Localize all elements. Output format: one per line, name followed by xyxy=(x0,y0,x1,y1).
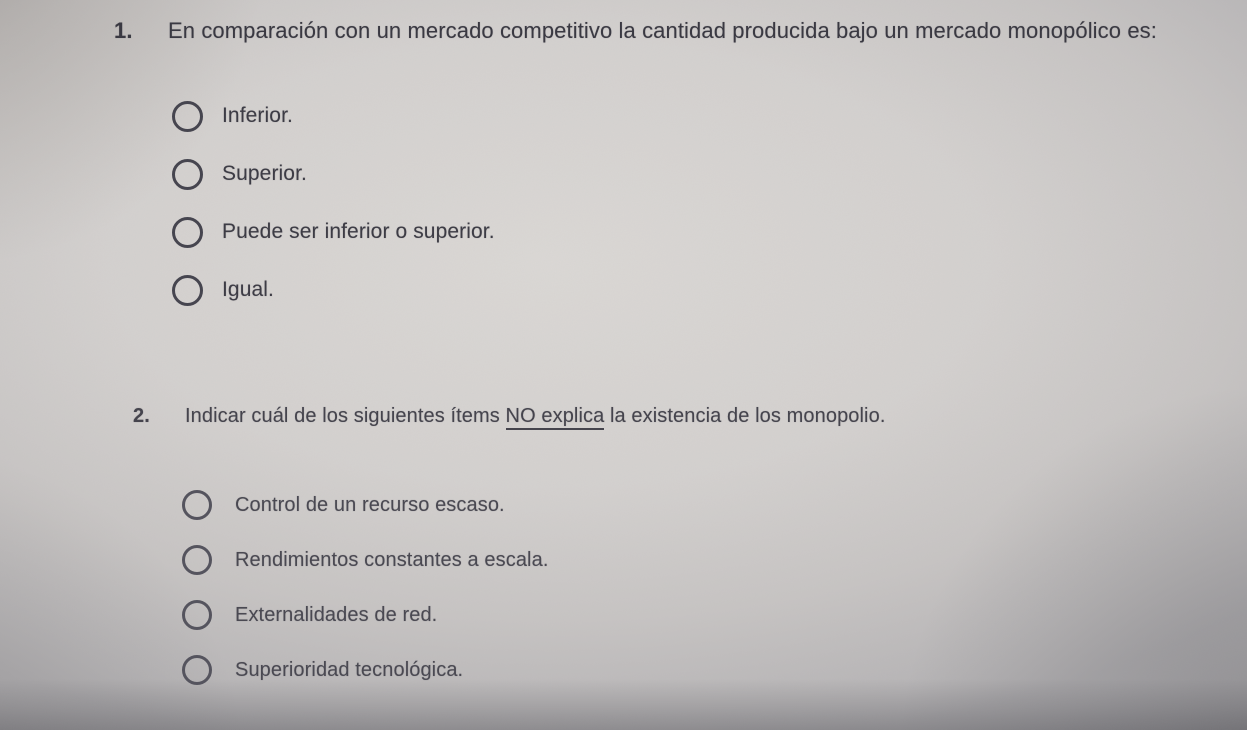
option-label: Superioridad tecnológica. xyxy=(235,658,464,681)
option-superior[interactable] xyxy=(172,157,495,191)
option-superioridad-tecnologica[interactable] xyxy=(182,654,548,686)
option-label: Control de un recurso escaso. xyxy=(235,493,505,516)
option-igual[interactable] xyxy=(172,273,495,307)
question-2-text-underlined: NO explica xyxy=(506,405,605,430)
question-1 xyxy=(114,16,1247,46)
option-inferior[interactable] xyxy=(172,99,495,133)
question-2-text xyxy=(185,402,1233,430)
question-1-number: 1. xyxy=(114,18,133,43)
radio-button-icon[interactable] xyxy=(182,490,212,520)
option-label: Inferior. xyxy=(222,104,293,127)
option-rendimientos-constantes[interactable] xyxy=(182,544,548,576)
radio-button-icon[interactable] xyxy=(172,217,203,248)
option-puede-ser-inferior-o-superior[interactable] xyxy=(172,215,495,249)
radio-button-icon[interactable] xyxy=(172,101,203,132)
radio-button-icon[interactable] xyxy=(182,655,212,685)
question-2 xyxy=(133,402,1233,430)
radio-button-icon[interactable] xyxy=(182,545,212,575)
option-label: Puede ser inferior o superior. xyxy=(222,220,495,243)
radio-button-icon[interactable] xyxy=(172,275,203,306)
question-2-options xyxy=(182,489,548,709)
question-2-text-after: la existencia de los monopolio. xyxy=(604,405,886,427)
radio-button-icon[interactable] xyxy=(182,600,212,630)
question-1-text: En comparación con un mercado competitivo la cantidad producida bajo un mercado monopólico es: xyxy=(168,18,1157,43)
option-label: Rendimientos constantes a escala. xyxy=(235,548,549,571)
option-label: Igual. xyxy=(222,278,274,301)
question-2-number: 2. xyxy=(133,405,150,427)
option-label: Externalidades de red. xyxy=(235,603,438,626)
question-2-text-before: Indicar cuál de los siguientes ítems xyxy=(185,405,506,427)
option-control-recurso-escaso[interactable] xyxy=(182,489,548,521)
question-1-options xyxy=(172,99,495,331)
option-externalidades-de-red[interactable] xyxy=(182,599,548,631)
radio-button-icon[interactable] xyxy=(172,159,203,190)
option-label: Superior. xyxy=(222,162,307,185)
